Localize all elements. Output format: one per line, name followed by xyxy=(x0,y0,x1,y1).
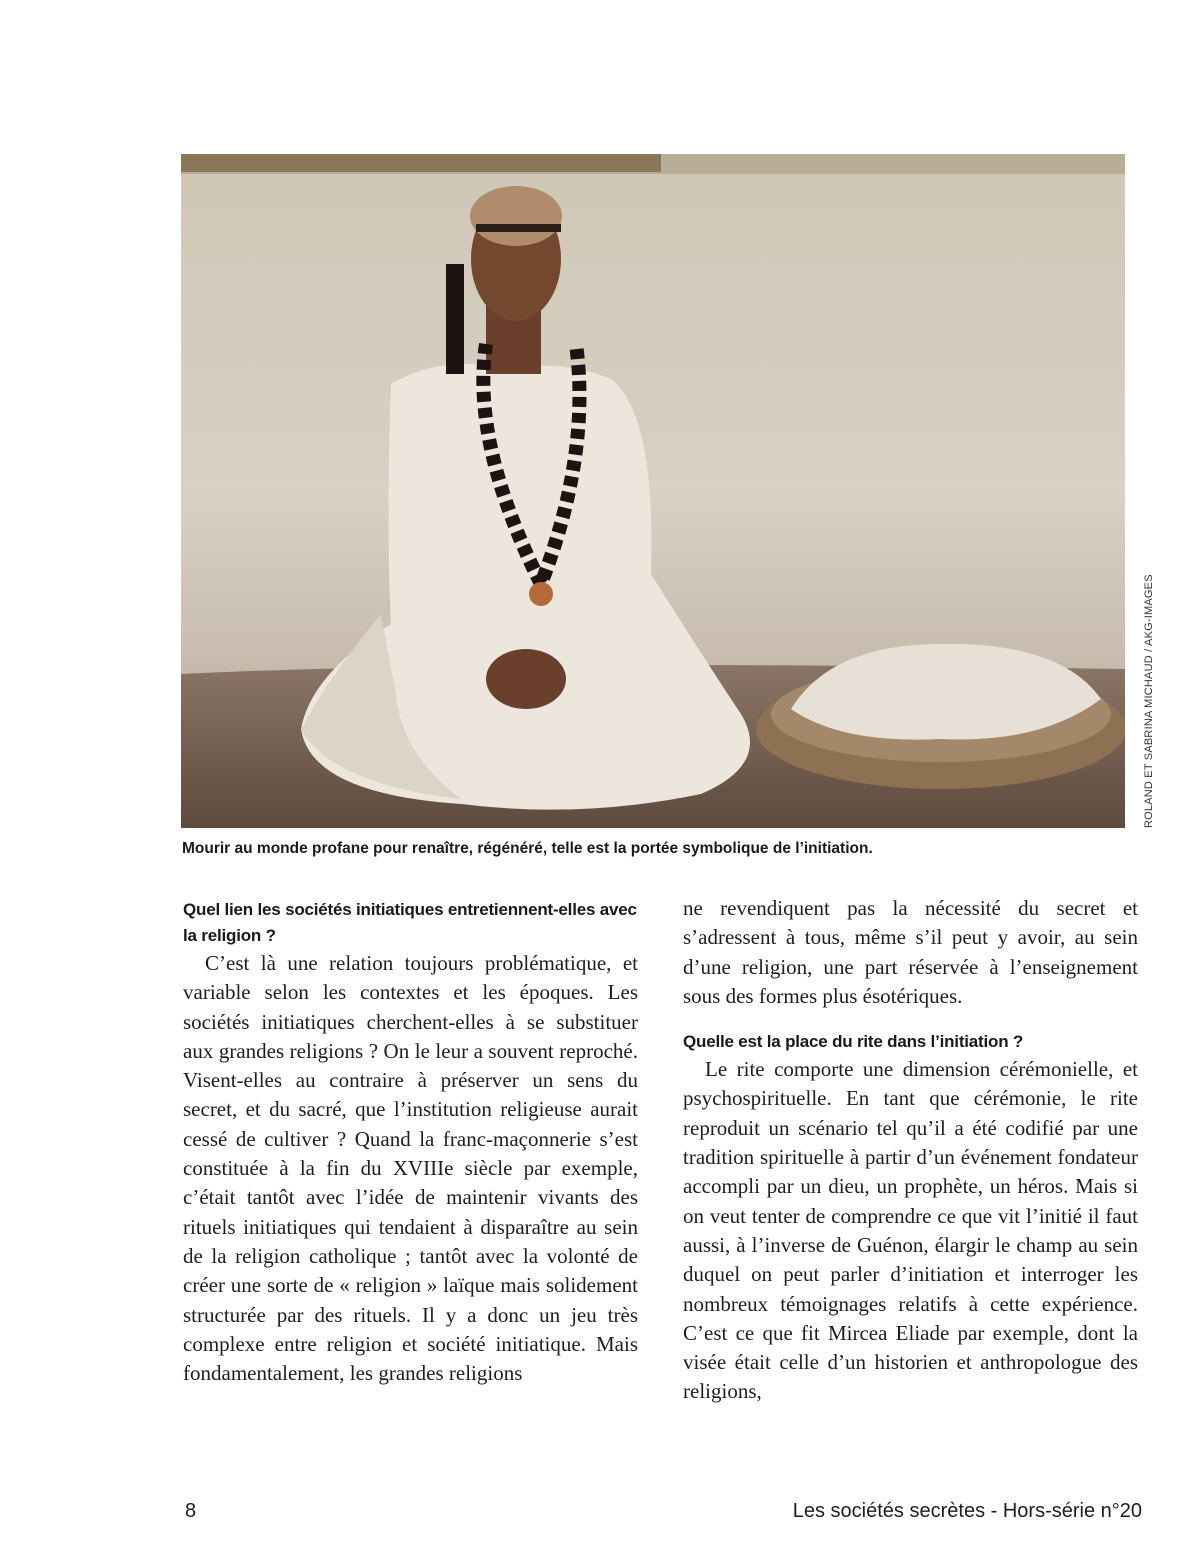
photo-credit: ROLAND ET SABRINA MICHAUD / AKG-IMAGES xyxy=(1143,574,1155,828)
question-heading-religion: Quel lien les sociétés initiatiques entretiennent-elles avec la religion ? xyxy=(183,900,637,945)
answer-paragraph-religion: C’est là une relation toujours problématique, et variable selon les contextes et les époques. Les sociétés initiatiques cherchent-elles à se substituer aux grandes religions ? On le leur a souvent reproché. Visent-elles au contraire à préserver un sens du secret, et du sacré, que l’institution religieuse aurait cessé de cultiver ? Quand la franc-maçonnerie s’est constituée à la fin du XVIIIe siècle par exemple, c’était tantôt avec l’idée de maintenir vivants des rituels initiatiques qui tendaient à disparaître au sein de la religion catholique ; tantôt avec la volonté de créer une sorte de « religion » laïque mais solidement structurée par des rituels. Il y a donc un jeu très complexe entre religion et société initiatique. Mais fondamentalement, les grandes religions xyxy=(183,951,638,1386)
photo-caption: Mourir au monde profane pour renaître, régénéré, telle est la portée symbolique de l’initiation. xyxy=(182,840,873,857)
publication-footer: Les sociétés secrètes - Hors-série n°20 xyxy=(792,1500,1142,1522)
answer-paragraph-rite: Le rite comporte une dimension cérémonielle, et psychospirituelle. En tant que cérémonie, le rite reproduit un scénario tel qu’il a été codifié par une tradition spirituelle à partir d’un événement fondateur accompli par un dieu, un prophète, un héros. Mais si on veut tenter de comprendre ce que vit l’initié il faut aussi, à l’inverse de Guénon, élargir le champ au sein duquel on peut parler d’initiation et interroger les nombreux témoignages relatifs à cette expérience. C’est ce que fit Mircea Eliade par exemple, dont la visée était celle d’un historien et anthropologue des religions, xyxy=(683,1057,1138,1404)
photo-illustration xyxy=(181,154,1125,828)
article-column-left xyxy=(183,897,638,1388)
page-number: 8 xyxy=(185,1500,197,1522)
answer-paragraph-religion-continued: ne revendiquent pas la nécessité du secret et s’adressent à tous, même s’il peut y avoir, au sein d’une religion, une part réservée à l’enseignement sous des formes plus ésotériques. xyxy=(683,896,1138,1008)
article-column-right xyxy=(683,894,1138,1407)
question-heading-rite: Quelle est la place du rite dans l’initiation ? xyxy=(683,1032,1024,1052)
photo-initiate-seated xyxy=(181,154,1125,828)
